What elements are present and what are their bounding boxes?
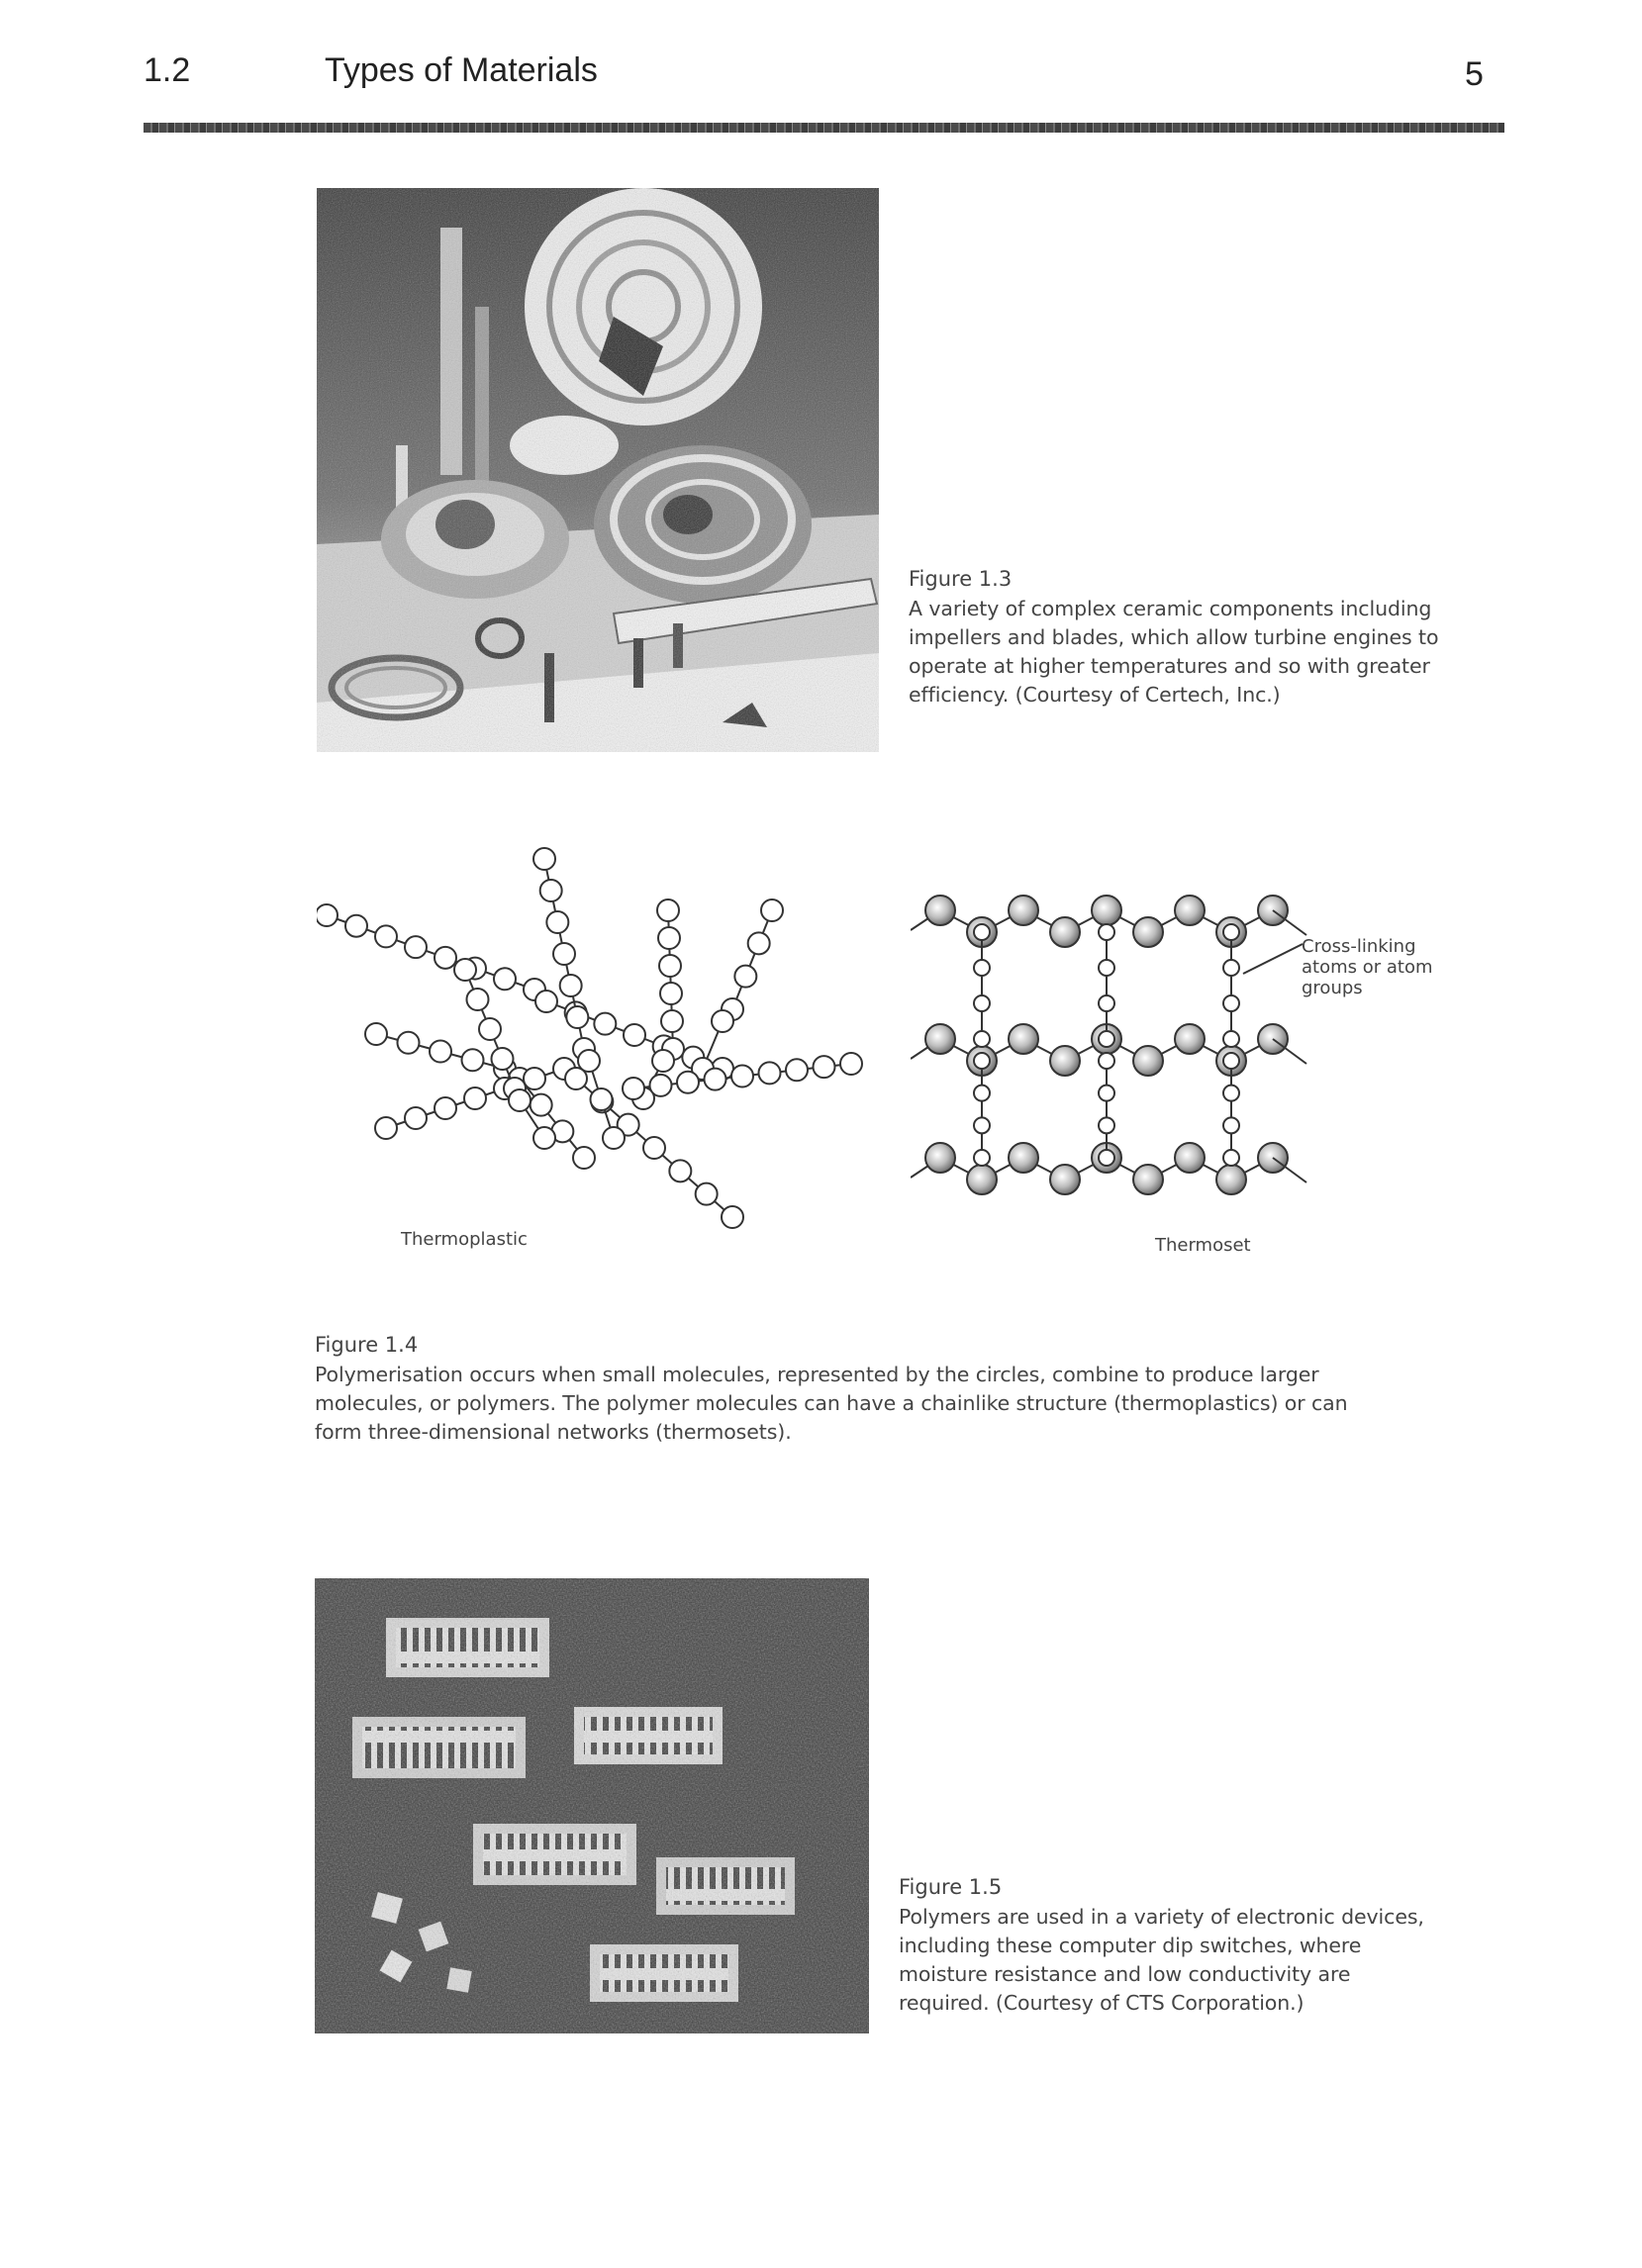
molecule-circle: [731, 1066, 753, 1087]
molecule-circle: [974, 1031, 990, 1047]
caption-line: efficiency. (Courtesy of Certech, Inc.): [909, 683, 1281, 707]
molecule-circle: [533, 1127, 555, 1149]
molecule-circle: [1009, 1143, 1038, 1173]
molecule-circle: [540, 880, 562, 901]
molecule-circle: [974, 960, 990, 976]
molecule-circle: [594, 1013, 616, 1035]
molecule-circle: [1099, 1031, 1114, 1047]
molecule-circle: [660, 983, 682, 1004]
molecule-circle: [524, 1068, 545, 1089]
molecule-circle: [1050, 917, 1080, 947]
caption-line: required. (Courtesy of CTS Corporation.): [899, 1991, 1304, 2015]
molecule-circle: [573, 1147, 595, 1169]
molecule-circle: [1099, 924, 1114, 940]
molecule-circle: [1050, 1165, 1080, 1194]
molecule-circle: [1223, 924, 1239, 940]
molecule-circle: [1099, 1117, 1114, 1133]
molecule-circle: [464, 1087, 486, 1109]
molecule-circle: [974, 995, 990, 1011]
molecule-circle: [658, 927, 680, 949]
crosslink-pointer: [1237, 940, 1306, 980]
molecule-circle: [317, 904, 338, 926]
figure-1-4-caption: [315, 1332, 1502, 1447]
caption-line: operate at higher temperatures and so with greater: [909, 654, 1430, 678]
caption-line: form three-dimensional networks (thermosets).: [315, 1420, 792, 1444]
molecule-circle: [1099, 1150, 1114, 1166]
molecule-circle: [365, 1023, 387, 1045]
molecule-circle: [1175, 896, 1205, 925]
molecule-circle: [467, 989, 489, 1010]
molecule-circle: [1009, 896, 1038, 925]
molecule-circle: [1133, 1046, 1163, 1076]
molecule-circle: [566, 1006, 588, 1028]
molecule-circle: [650, 1075, 672, 1096]
section-number: 1.2: [144, 51, 191, 89]
molecule-circle: [1133, 1165, 1163, 1194]
caption-line: impellers and blades, which allow turbine engines to: [909, 625, 1439, 649]
molecule-circle: [345, 915, 367, 937]
molecule-circle: [531, 1094, 552, 1116]
page-number: 5: [1465, 55, 1484, 93]
molecule-circle: [925, 1143, 955, 1173]
molecule-circle: [712, 1010, 733, 1032]
molecule-circle: [1223, 995, 1239, 1011]
molecule-circle: [398, 1032, 420, 1054]
caption-line: molecules, or polymers. The polymer molecules can have a chainlike structure (thermoplastics) or can: [315, 1391, 1348, 1415]
molecule-circle: [553, 943, 575, 965]
molecule-circle: [661, 1010, 683, 1032]
molecule-circle: [591, 1088, 613, 1110]
thermoset-label: Thermoset: [1155, 1235, 1251, 1256]
thermoplastic-label: Thermoplastic: [401, 1229, 528, 1250]
molecule-circle: [657, 899, 679, 921]
molecule-circle: [643, 1137, 665, 1159]
molecule-circle: [435, 1097, 456, 1119]
chapter-title: Types of Materials: [325, 51, 598, 89]
molecule-circle: [492, 1048, 514, 1070]
molecule-circle: [1175, 1024, 1205, 1054]
crosslink-label: Cross-linking atoms or atom groups: [1302, 936, 1433, 998]
figure-1-3-photo: [317, 188, 879, 752]
header-rule: [144, 123, 1504, 133]
figure-1-3-label: Figure 1.3: [909, 567, 1013, 591]
molecule-circle: [1099, 1086, 1114, 1101]
thermoset-diagram: [911, 871, 1326, 1227]
molecule-circle: [405, 1107, 427, 1129]
molecule-circle: [705, 1069, 726, 1090]
molecule-circle: [623, 1078, 644, 1099]
molecule-circle: [603, 1127, 625, 1149]
molecule-circle: [677, 1072, 699, 1093]
molecule-circle: [1099, 960, 1114, 976]
caption-line: Polymers are used in a variety of electronic devices,: [899, 1905, 1424, 1929]
caption-line: moisture resistance and low conductivity are: [899, 1962, 1351, 1986]
caption-line: A variety of complex ceramic components including: [909, 597, 1432, 620]
molecule-circle: [560, 975, 582, 996]
molecule-circle: [535, 991, 557, 1012]
molecule-circle: [430, 1041, 451, 1063]
molecule-circle: [759, 1062, 781, 1084]
molecule-circle: [974, 924, 990, 940]
molecule-circle: [1009, 1024, 1038, 1054]
thermoplastic-diagram: [317, 841, 871, 1257]
molecule-circle: [1223, 1086, 1239, 1101]
figure-1-5-photo: [315, 1578, 869, 2033]
molecule-circle: [405, 936, 427, 958]
molecule-circle: [1223, 1031, 1239, 1047]
molecule-circle: [494, 968, 516, 990]
molecule-circle: [659, 955, 681, 977]
molecule-circle: [435, 947, 456, 969]
molecule-circle: [925, 1024, 955, 1054]
molecule-circle: [509, 1089, 531, 1111]
molecule-circle: [1092, 896, 1121, 925]
molecule-circle: [974, 1117, 990, 1133]
molecule-circle: [1133, 917, 1163, 947]
molecule-circle: [840, 1053, 862, 1075]
caption-line: including these computer dip switches, where: [899, 1934, 1362, 1957]
molecule-circle: [974, 1086, 990, 1101]
molecule-circle: [462, 1049, 484, 1071]
molecule-circle: [1175, 1143, 1205, 1173]
molecule-circle: [1050, 1046, 1080, 1076]
figure-1-5-caption: [899, 1874, 1502, 2018]
molecule-circle: [974, 1150, 990, 1166]
figure-1-3-caption: [909, 566, 1502, 709]
molecule-circle: [1216, 1165, 1246, 1194]
molecule-circle: [925, 896, 955, 925]
molecule-circle: [1099, 995, 1114, 1011]
molecule-circle: [533, 848, 555, 870]
molecule-circle: [375, 1117, 397, 1139]
molecule-circle: [1099, 1053, 1114, 1069]
figure-1-4-label: Figure 1.4: [315, 1333, 419, 1357]
molecule-circle: [761, 899, 783, 921]
molecule-circle: [454, 959, 476, 981]
molecule-circle: [652, 1050, 674, 1072]
molecule-circle: [1223, 1053, 1239, 1069]
molecule-circle: [375, 925, 397, 947]
molecule-circle: [479, 1018, 501, 1040]
molecule-circle: [722, 1206, 743, 1228]
molecule-circle: [814, 1056, 835, 1078]
molecule-circle: [967, 1165, 997, 1194]
figure-1-5-label: Figure 1.5: [899, 1875, 1003, 1899]
molecule-circle: [734, 966, 756, 988]
molecule-circle: [669, 1160, 691, 1181]
molecule-circle: [786, 1059, 808, 1081]
molecule-circle: [1223, 1150, 1239, 1166]
molecule-circle: [696, 1183, 718, 1205]
molecule-circle: [1223, 1117, 1239, 1133]
molecule-circle: [546, 911, 568, 933]
molecule-circle: [748, 932, 770, 954]
molecule-circle: [974, 1053, 990, 1069]
molecule-circle: [578, 1050, 600, 1072]
molecule-circle: [624, 1024, 645, 1046]
caption-line: Polymerisation occurs when small molecules, represented by the circles, combine to produce larger: [315, 1363, 1319, 1386]
